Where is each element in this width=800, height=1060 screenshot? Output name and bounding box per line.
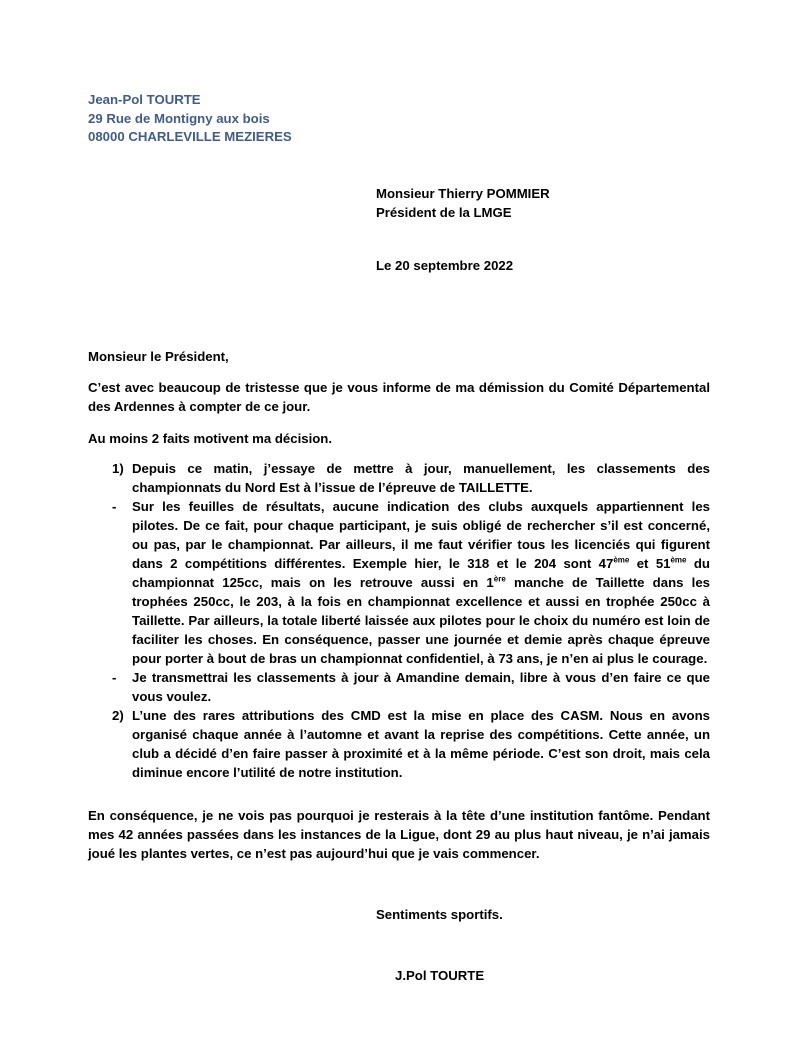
list-item [88, 668, 710, 706]
superscript: ème [670, 555, 687, 565]
list-item-text: Depuis ce matin, j’essaye de mettre à jour, manuellement, les classements des championnats du Nord Est à l’issue de l’épreuve de TAILLETTE. [132, 461, 710, 495]
text-segment: Sur les feuilles de résultats, aucune indication des clubs auxquels appartiennent les pilotes. De ce fait, pour chaque participant, je suis obligé de rechercher s’il est concerné, ou pas, par le championnat. Par ailleurs, il me faut vérifier tous les licenciés qui figurent dans 2 compétitions différentes. Exemple hier, le 318 et le 204 sont 47 [132, 499, 710, 571]
reasons-list [88, 459, 710, 782]
text-segment: manche de Taillette dans les trophées 250cc, le 203, à la fois en championnat excellence et aussi en trophée 250cc à Taillette. Par ailleurs, la totale liberté laissée aux pilotes pour le choix du numéro est loin de faciliter les choses. En conséquence, passer une journée et demie après chaque épreuve pour porter à bout de bras un championnat confidentiel, à 73 ans, je n’en ai plus le courage. [132, 575, 710, 666]
sender-address-block [88, 91, 292, 147]
text-segment: du championnat 125cc, mais on les retrouve aussi en 1 [132, 556, 710, 590]
list-item [88, 497, 710, 668]
list-item-text: L’une des rares attributions des CMD est la mise en place des CASM. Nous en avons organisé chaque année à l’automne et avant la reprise des compétitions. Cette année, un club a décidé d’en faire passer à proximité et à la même période. C’est son droit, mais cela diminue encore l’utilité de notre institution. [132, 708, 710, 780]
list-marker: - [112, 499, 117, 514]
paragraph-reasons-intro: Au moins 2 faits motivent ma décision. [88, 431, 333, 446]
closing-line: Sentiments sportifs. [376, 907, 503, 922]
recipient-title: Président de la LMGE [376, 204, 512, 220]
salutation: Monsieur le Président, [88, 349, 229, 364]
list-item-text: Je transmettrai les classements à jour à Amandine demain, libre à vous d’en faire ce que vous voulez. [132, 670, 710, 704]
list-item [88, 459, 710, 497]
sender-street: 29 Rue de Montigny aux bois [88, 110, 270, 126]
text-segment: et 51 [629, 556, 671, 571]
paragraph-conclusion: En conséquence, je ne vois pas pourquoi je resterais à la tête d’une institution fantôme. Pendant mes 42 années passées dans les instances de la Ligue, dont 29 au plus haut niveau, je n’ai jamais joué les plantes vertes, ce n’est pas aujourd’hui que je vais commencer. [88, 808, 710, 861]
sender-city: 08000 CHARLEVILLE MEZIERES [88, 129, 292, 144]
recipient-block [376, 185, 550, 222]
letter-date: Le 20 septembre 2022 [376, 258, 514, 273]
recipient-name: Monsieur Thierry POMMIER [376, 186, 550, 201]
list-marker: 1) [112, 461, 124, 476]
sender-name: Jean-Pol TOURTE [88, 92, 201, 107]
superscript: ère [493, 574, 506, 584]
paragraph-resignation: C’est avec beaucoup de tristesse que je vous informe de ma démission du Comité Départemental des Ardennes à compter de ce jour. [88, 380, 710, 414]
signature: J.Pol TOURTE [395, 968, 485, 983]
list-item [88, 706, 710, 782]
list-item-text [132, 497, 710, 668]
superscript: ème [613, 555, 630, 565]
list-marker: 2) [112, 708, 124, 723]
list-marker: - [112, 670, 117, 685]
